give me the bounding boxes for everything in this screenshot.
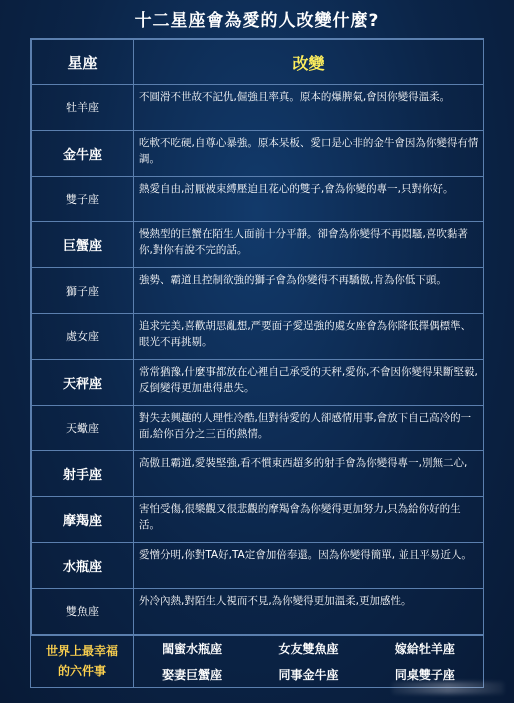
table-row [32, 588, 484, 634]
sign-cancer: 巨蟹座 [32, 222, 134, 268]
footer-item: 同桌雙子座 [394, 667, 455, 682]
sign-aquarius: 水瓶座 [32, 542, 134, 588]
table-row [32, 176, 484, 222]
change-text: 吃軟不吃硬,自尊心暴強。原本呆板、愛口是心非的金牛會因為你變得有情調。 [134, 130, 484, 176]
table-row [32, 405, 484, 451]
sign-scorpio: 天蠍座 [32, 405, 134, 451]
change-text: 愛憎分明,你對TA好,TA定會加倍奉還。因為你變得簡單, 並且平易近人。 [134, 542, 484, 588]
change-text: 常常猶豫,什麼事都放在心裡自己承受的天秤,愛你,不會因你變得果斷堅毅,反倒變得更加患得患失。 [134, 359, 484, 405]
table-row [32, 268, 484, 314]
table-row [32, 313, 484, 359]
sign-taurus: 金牛座 [32, 130, 134, 176]
change-text: 高傲且霸道,愛裝堅強,看不慣東西超多的射手會為你變得專一,別無二心, [134, 451, 484, 497]
footer-item: 閨蜜水瓶座 [162, 641, 223, 656]
sign-aries: 牡羊座 [32, 85, 134, 131]
table-row [32, 497, 484, 543]
change-text: 害怕受傷,很樂觀又很悲觀的摩羯會為你變得更加努力,只為給你好的生活。 [134, 497, 484, 543]
sign-libra: 天秤座 [32, 359, 134, 405]
sign-gemini: 雙子座 [32, 176, 134, 222]
footer-item: 女友雙魚座 [278, 641, 339, 656]
zodiac-table [30, 38, 484, 636]
change-text: 外冷內熱,對陌生人視而不見,為你變得更加溫柔,更加感性。 [134, 588, 484, 634]
change-text: 強勢、霸道且控制欲強的獅子會為你變得不再驕傲,肯為你低下頭。 [134, 268, 484, 314]
change-text: 不圓滑不世故不記仇,倔強且率真。原本的爆脾氣,會因你變得溫柔。 [134, 85, 484, 131]
table-row [32, 222, 484, 268]
footer-label [31, 635, 134, 687]
change-text: 慢熱型的巨蟹在陌生人面前十分平靜。卻會為你變得不再悶騷,喜吹黏著你,對你有說不完的話。 [134, 222, 484, 268]
footer-label-line1: 世界上最幸福 [45, 644, 118, 658]
sign-sagittarius: 射手座 [32, 451, 134, 497]
header-sign: 星座 [32, 40, 134, 85]
sign-pisces: 雙魚座 [32, 588, 134, 634]
blurred-watermark [392, 682, 504, 694]
footer-items [134, 635, 483, 687]
sign-virgo: 處女座 [32, 313, 134, 359]
change-text: 追求完美,喜歡胡思亂想,严要面子愛逞強的處女座會為你降低擇偶標準、眼光不再挑剔。 [134, 313, 484, 359]
table-row [32, 542, 484, 588]
footer-item: 同事金牛座 [278, 667, 339, 682]
footer-item: 嫁給牡羊座 [394, 641, 455, 656]
table-row [32, 130, 484, 176]
header-change: 改變 [134, 40, 484, 85]
sign-capricorn: 摩羯座 [32, 497, 134, 543]
change-text: 對失去興趣的人理性冷酷,但對待愛的人卻感情用事,會放下自己高冷的一面,給你百分之三百的熱情。 [134, 405, 484, 451]
page-title: 十二星座會為愛的人改變什麼? [134, 11, 380, 31]
table-row [32, 451, 484, 497]
happiness-footer [30, 634, 484, 688]
change-text: 熱愛自由,討厭被束縛壓迫且花心的雙子,會為你變的專一,只對你好。 [134, 176, 484, 222]
table-row [32, 359, 484, 405]
table-row [32, 85, 484, 131]
sign-leo: 獅子座 [32, 268, 134, 314]
footer-label-line2: 的六件事 [57, 664, 106, 678]
footer-item: 娶妻巨蟹座 [162, 667, 223, 682]
